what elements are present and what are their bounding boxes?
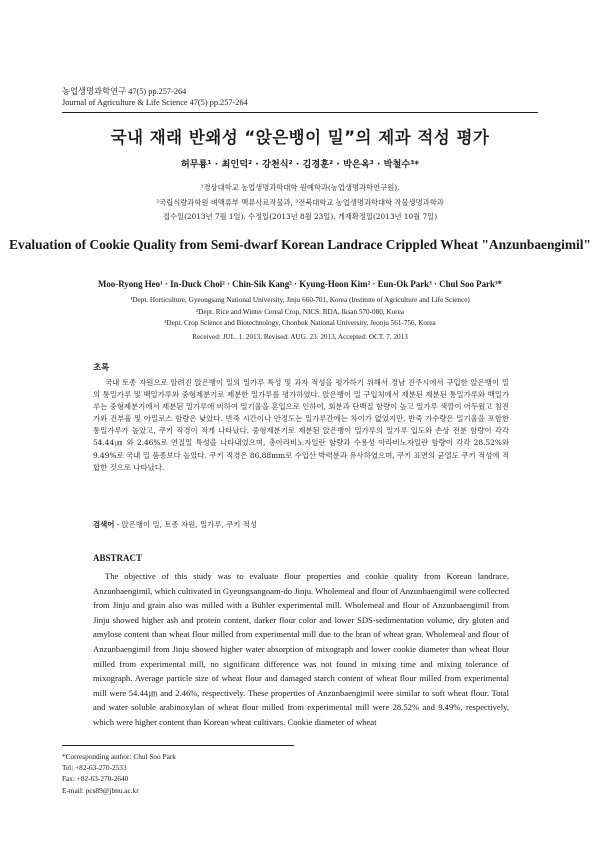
journal-english-line: Journal of Agriculture & Life Science 47(5) pp.257-264 xyxy=(62,98,248,107)
keywords-list: - 앉은뱅이 밀, 토종 자원, 밀가루, 쿠키 적성 xyxy=(114,520,257,529)
keywords-label: 검색어 xyxy=(93,520,115,529)
corresponding-author-footnote xyxy=(62,751,176,796)
english-authors: Moo-Ryong Heo¹ · In-Duck Choi² · Chin-Sik Kang² · Kyung-Hoon Kim² · Eun-Ok Park³ · Chul Soo Park³* xyxy=(97,279,502,289)
journal-korean-line: 농업생명과학연구 47(5) pp.257-264 xyxy=(62,87,187,96)
english-affiliation-line: ³Dept. Crop Science and Biotechnology, Chonbuk National University, Jeonju 561-756, Korea xyxy=(164,319,436,327)
korean-affiliations xyxy=(0,180,600,210)
english-received-dates: Received: JUL. 1. 2013, Revised: AUG. 23. 2013, Accepted: OCT. 7. 2013 xyxy=(192,333,408,341)
fax: Fax: +82-63-270-2640 xyxy=(62,774,129,784)
korean-abstract: 국내 토종 자원으로 알려진 앉은뱅이 밀의 밀가루 특성 및 과자 적성을 평가하기 위해서 경남 진주시에서 구입한 앉은뱅이 밀의 통밀가루 및 백밀가루와 중형제분기로 제분한 밀가루를 평가하였다. 앉은뱅이 밀 구입처에서 제분된 제분된 통밀가루와 백밀가루는 중형제분기에서 제분된 밀가루에 비하여 밀기울을 혼입으로 인하여, 회분과 단백질 함량이 높고 밀가루 색깔이 어두웠고 침전가와 건부율 및 아밀로스 함량은 낮았다. 반죽 시간이나 안정도는 밀가루간에는 차이가 없었지만, 반죽 가수량은 밀기울을 포함한 통밀가루가 높았고, 쿠키 직경이 적게 나타났다. 중형제분기로 제분된 앉은뱅이 밀가루의 밀가루 입도와 손상 전분 함량이 각각 54.44㎛ 와 2.46%로 연질밀 특성을 나타내었으며, 총아라비노자일란 함량과 수용성 아라비노자일란 함량이 각각 28.52%와 9.49%로 국내 밀 품종보다 높았다. 쿠키 직경은 86.88mm로 수입산 박력분과 유사하였으며, 쿠키 표면의 균열도 쿠키 적성에 적합한 것으로 나타났다. xyxy=(93,378,509,472)
english-affiliation-line: ²Dept. Rice and Winter Cereal Crop, NICS, RDA, Iksan 570-080, Korea xyxy=(196,307,404,316)
telephone: Tel: +82-63-270-2533 xyxy=(62,763,127,773)
korean-title: 국내 재래 반왜성 “앉은뱅이 밀”의 제과 적성 평가 xyxy=(110,128,490,147)
korean-received-dates: 접수일(2013년 7월 1일), 수정일(2013년 8월 23일), 게재확정일(2013년 10월 7일) xyxy=(162,212,438,221)
corresponding-author: *Corresponding author: Chul Soo Park xyxy=(62,752,176,761)
korean-affiliation-line: ²국립식량과학원 벼맥류부 맥류사료작물과, ³전북대학교 농업생명과학대학 작물생명과학과 xyxy=(156,198,444,207)
english-affiliation-line: ¹Dept. Horticulture, Gyeongsang National University, Jinju 660-701, Korea (Institute of Agriculture and Life Science) xyxy=(130,296,470,304)
english-abstract: The objective of this study was to evaluate flour properties and cookie quality from Korean landrace, Anzunbaengimil, which cultivated in Gyeongsangnam-do Jinju. Wholemeal and flour of Anzunbaengimil were collected from Jinju and grain also was milled with a Bühler experimental mill. Wholemeal and flour of Anzunbaengimil from Jinju showed higher ash and protein content, darker flour color and lower SDS-sedimentation volume, dry gluten and amylose content than wheat flour milled from experimental mill due to the bran of wheat gran. Wholemeal and flour of Anzunbaengimil from Jinju showed higher water absorption of mixograph and lower cookie diameter than wheat flour milled from experimental mill, no significant difference was not found in mixing time and mixing tolerance of mixograph. Average particle size of wheat flour and damaged starch content of wheat flour milled from experimental mill were 54.44㎛ and 2.46%, respectively. These properties of Anzunbaengimil were similar to soft wheat flour. Total and water soluble arabinoxylan of wheat flour milled from experimental mill were 28.52% and 9.49%, respectively, which were higher content than Korean wheat cultivars. Cookie diameter of wheat xyxy=(93,571,509,727)
korean-authors: 허무룡¹ · 최인덕² · 강천식² · 김경훈² · 박은옥³ · 박철수³* xyxy=(180,159,420,170)
footnote-rule xyxy=(62,745,294,746)
english-affiliations xyxy=(0,295,600,330)
journal-header xyxy=(62,86,248,108)
header-rule xyxy=(62,112,538,113)
email: E-mail: pcs89@jbnu.ac.kr xyxy=(62,785,139,795)
korean-keywords xyxy=(93,519,257,530)
korean-abstract-heading: 초록 xyxy=(93,362,110,372)
english-abstract-heading: ABSTRACT xyxy=(93,553,143,563)
english-title: Evaluation of Cookie Quality from Semi-dwarf Korean Landrace Crippled Wheat "Anzunbaengimil" xyxy=(9,237,591,252)
korean-affiliation-line: ¹경상대학교 농업생명과학대학 원예학과(농업생명과학연구원), xyxy=(200,183,400,192)
